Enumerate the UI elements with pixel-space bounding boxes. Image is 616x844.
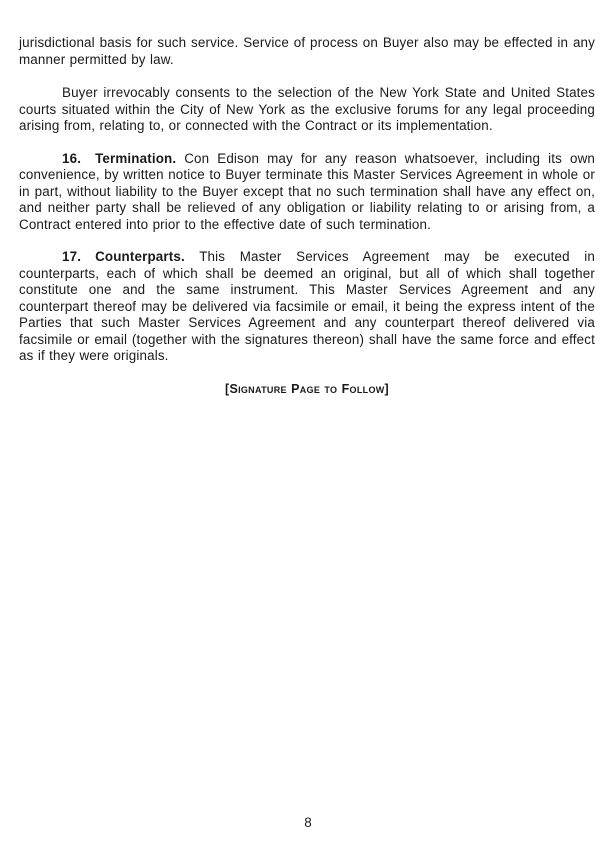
page-number: 8 (304, 815, 312, 830)
section-17-counterparts (19, 249, 595, 365)
signature-page-note: [Signature Page to Follow] (224, 381, 389, 396)
section-16-body: Con Edison may for any reason whatsoever, including its own convenience, by written notice to Buyer terminate this Master Services Agreement in whole or in part, without liability to the Buyer except that no such termination shall have any effect on, and neither party shall be relieved of any obligation or liability relating to or arising from, a Contract entered into prior to the effective date of such termination. (19, 150, 595, 232)
document-body (19, 35, 595, 397)
section-17-number: 17. (62, 249, 82, 264)
section-17-title: Counterparts. (95, 249, 185, 264)
section-16-number: 16. (62, 150, 82, 166)
continued-paragraph: jurisdictional basis for such service. Service of process on Buyer also may be effected in any manner permitted by law. (19, 35, 595, 67)
section-16-termination (19, 151, 595, 234)
section-16-title: Termination. (95, 150, 177, 166)
section-17-body: This Master Services Agreement may be executed in counterparts, each of which shall be deemed an original, but all of which shall together constitute one and the same instrument. This Master Services Agreement and any counterpart thereof may be delivered via facsimile or email, it being the express intent of the Parties that such Master Services Agreement and any counterpart thereof delivered via facsimile or email (together with the signatures thereon) shall have the same force and effect as if they were originals. (19, 249, 595, 363)
jurisdiction-consent-paragraph: Buyer irrevocably consents to the selection of the New York State and United States courts situated within the City of New York as the exclusive forums for any legal proceeding arising from, relating to, or connected with the Contract or its implementation. (19, 85, 595, 133)
